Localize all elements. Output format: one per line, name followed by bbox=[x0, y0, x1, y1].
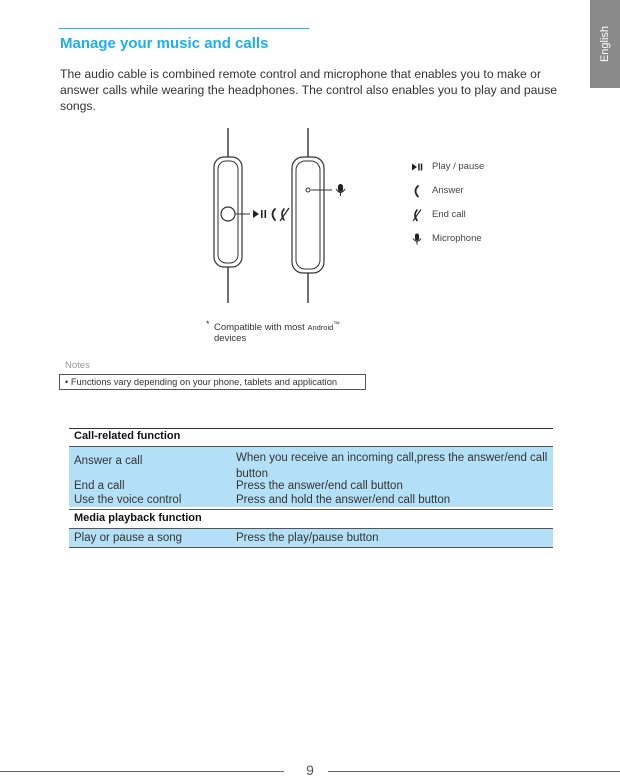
table-section-heading: Call-related function bbox=[74, 430, 181, 442]
table-cell-function: Play or pause a song bbox=[74, 532, 183, 544]
table-cell-action: When you receive an incoming call,press the answer/end call button bbox=[236, 452, 548, 480]
answer-icon bbox=[410, 184, 424, 198]
page-number: 9 bbox=[296, 762, 324, 778]
end-call-icon bbox=[280, 208, 289, 221]
table-cell-function: Answer a call bbox=[74, 455, 143, 467]
language-tab-label: English bbox=[599, 25, 611, 63]
language-tab bbox=[590, 0, 620, 88]
legend-label: Answer bbox=[432, 185, 464, 196]
title-rule bbox=[59, 28, 309, 29]
trademark-symbol: ™ bbox=[333, 321, 340, 328]
answer-icon bbox=[273, 209, 276, 220]
footer-rule-left bbox=[0, 771, 284, 772]
android-label: Android bbox=[307, 323, 334, 333]
legend-item-answer bbox=[410, 184, 520, 198]
notes-bullet: • bbox=[65, 377, 69, 387]
remote-control-diagram bbox=[200, 125, 360, 305]
table-cell-action: Press and hold the answer/end call button bbox=[236, 494, 451, 506]
end-call-icon bbox=[410, 208, 424, 222]
remote-front-view bbox=[214, 128, 289, 303]
legend-label: End call bbox=[432, 209, 466, 220]
table-cell-action: Press the play/pause button bbox=[236, 532, 379, 544]
legend-label: Play / pause bbox=[432, 161, 485, 172]
play-pause-icon bbox=[253, 210, 266, 218]
legend-item-play-pause bbox=[410, 160, 520, 174]
section-title: Manage your music and calls bbox=[60, 35, 269, 52]
notes-text: Functions vary depending on your phone, tablets and application bbox=[70, 377, 338, 387]
legend-item-microphone bbox=[410, 232, 520, 246]
remote-back-view bbox=[292, 128, 345, 303]
legend-label: Microphone bbox=[432, 233, 482, 244]
table-cell-function: End a call bbox=[74, 480, 125, 492]
table-cell-action: Press the answer/end call button bbox=[236, 480, 403, 492]
notes-label: Notes bbox=[65, 360, 90, 371]
intro-paragraph: The audio cable is combined remote control and microphone that enables you to make or answer calls while wearing the headphones. The control also enables you to play and pause songs. bbox=[60, 67, 558, 113]
table-divider bbox=[69, 509, 553, 510]
table-section-heading: Media playback function bbox=[74, 512, 202, 524]
table-bottom-rule bbox=[69, 547, 553, 548]
footer-rule-right bbox=[328, 771, 620, 772]
notes-box bbox=[59, 374, 366, 390]
compatibility-text: Compatible with most bbox=[214, 322, 308, 334]
compatibility-asterisk: * bbox=[206, 319, 210, 329]
microphone-icon bbox=[410, 232, 424, 246]
compatibility-text-line-2: devices bbox=[214, 333, 247, 344]
play-pause-icon bbox=[410, 160, 424, 174]
legend-item-end-call bbox=[410, 208, 520, 222]
microphone-icon bbox=[336, 184, 345, 196]
table-top-rule bbox=[69, 428, 553, 429]
table-cell-function: Use the voice control bbox=[74, 494, 182, 506]
